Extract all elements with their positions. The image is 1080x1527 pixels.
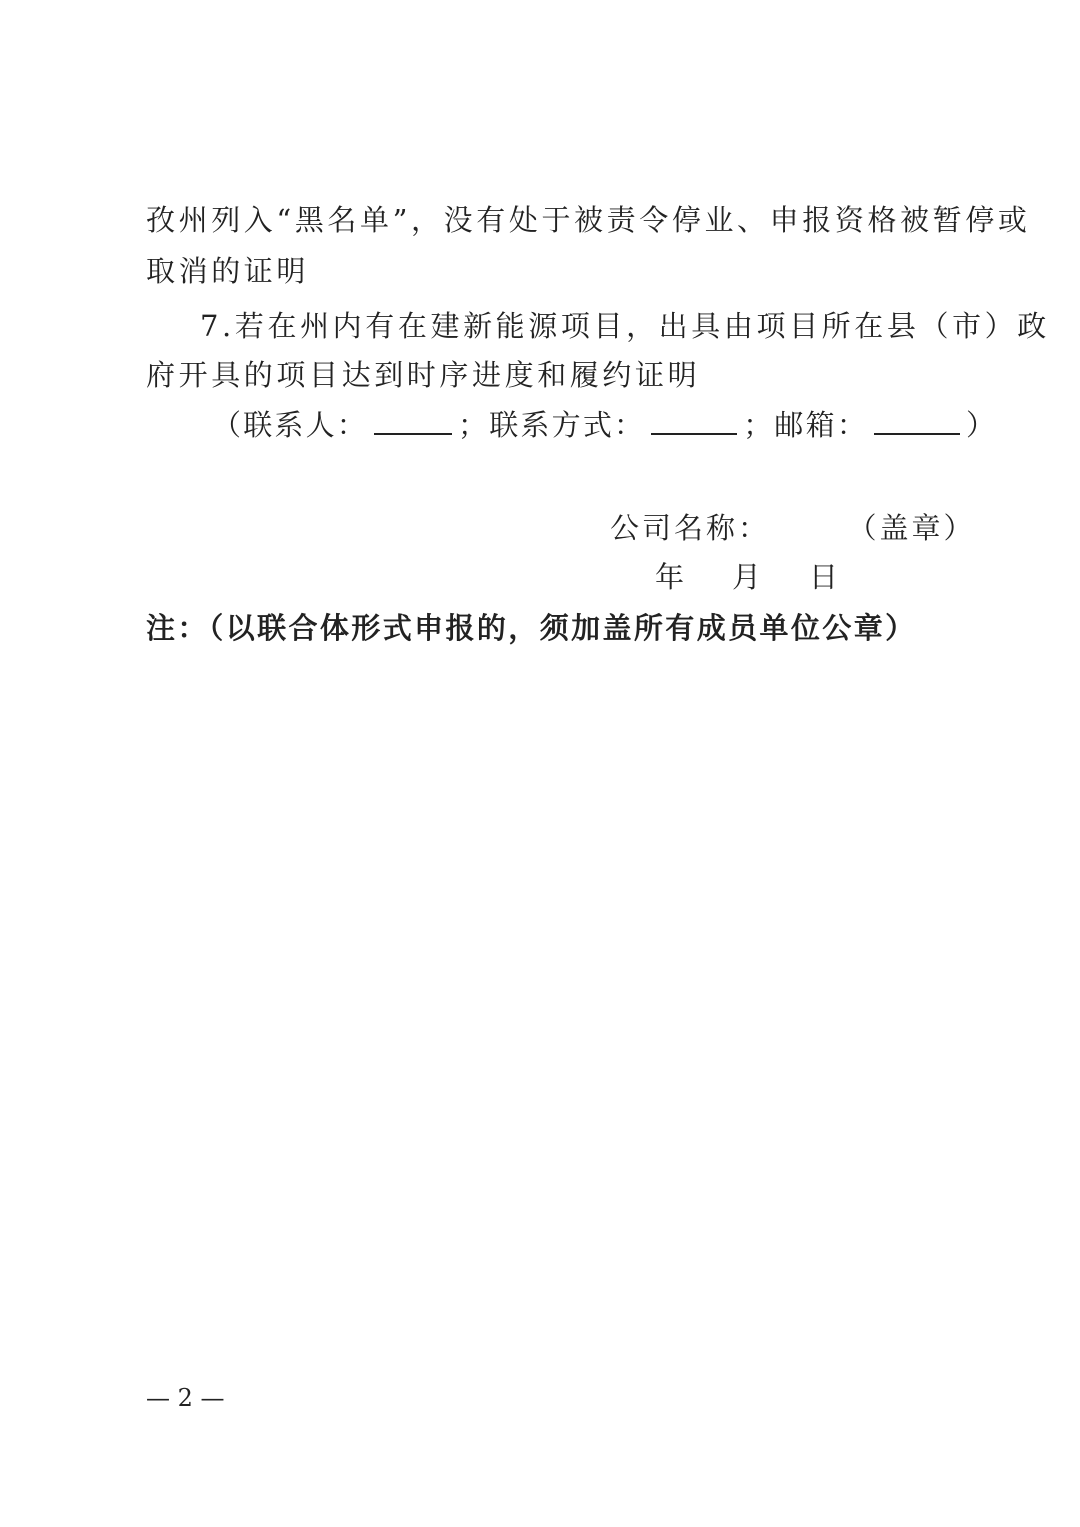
company-signature-line <box>610 508 976 548</box>
day-label: 日 <box>809 560 839 594</box>
paragraph-line-2: 取消的证明 <box>146 254 310 288</box>
paragraph-line-1: 孜州列入“黑名单”，没有处于被责令停业、申报资格被暂停或 <box>146 203 1031 237</box>
page-number: — 2 — <box>146 1384 225 1412</box>
contact-person-label: （联系人： <box>212 408 369 442</box>
seal-label: （盖章） <box>862 511 976 545</box>
contact-method-blank <box>651 405 737 435</box>
contact-line <box>212 405 998 445</box>
date-line <box>655 557 838 597</box>
contact-method-label: ；联系方式： <box>458 408 646 442</box>
year-label: 年 <box>655 560 685 594</box>
paragraph-line-3: 7.若在州内有在建新能源项目，出具由项目所在县（市）政 <box>200 309 1050 343</box>
contact-close: ） <box>966 408 998 442</box>
month-label: 月 <box>732 560 762 594</box>
note-line: 注：（以联合体形式申报的，须加盖所有成员单位公章） <box>146 611 917 645</box>
email-blank <box>874 405 960 435</box>
paragraph-line-4: 府开具的项目达到时序进度和履约证明 <box>146 358 701 392</box>
email-label: ；邮箱： <box>743 408 869 442</box>
company-name-label: 公司名称： <box>610 511 771 545</box>
contact-person-blank <box>374 405 452 435</box>
